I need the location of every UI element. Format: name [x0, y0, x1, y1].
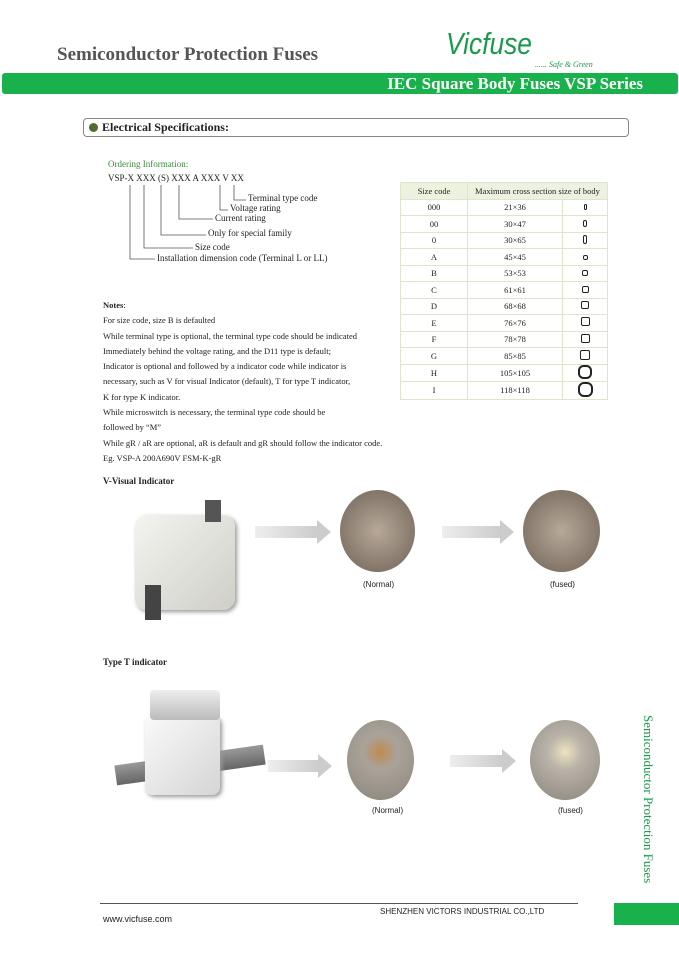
fused-indicator-image	[523, 490, 600, 572]
dimension-cell: 30×47	[468, 216, 563, 233]
header-cross-section: Maximum cross section size of body	[468, 183, 608, 200]
shape-cell	[563, 331, 608, 348]
size-table	[400, 182, 608, 400]
footer-green-block	[614, 903, 679, 925]
label-special-family: Only for special family	[208, 228, 292, 238]
cross-section-icon	[581, 317, 590, 326]
note-line: Eg. VSP-A 200A690V FSM-K-gR	[103, 452, 222, 463]
cross-section-icon	[582, 270, 588, 276]
notes: Notes: For size code, size B is defaulted While terminal type is optional, the terminal type code should be indicated Immediately behind the voltage rating, and the D11 type is default; Indicator is optional and followed by a indicator code while indicator is necessary, such as V for visual Indicator (default), T for type T indicator, K for type K indicator. While microswitch is necessary, the terminal type code should be followed by “M” While gR / aR are optional, aR is default and gR should follow the indicator code. Eg. VSP-A 200A690V FSM-K-gR	[103, 298, 382, 466]
shape-cell	[563, 249, 608, 266]
table-row	[401, 331, 608, 348]
label-installation: Installation dimension code (Terminal L or LL)	[157, 253, 328, 263]
normal-indicator-image	[340, 490, 415, 572]
table-row	[401, 381, 608, 399]
cross-section-icon	[583, 235, 587, 244]
cross-section-icon	[583, 255, 588, 260]
dimension-cell: 105×105	[468, 364, 563, 381]
shape-cell	[563, 348, 608, 365]
header-size-code: Size code	[401, 183, 468, 200]
caption-fused: (fused)	[550, 580, 575, 589]
note-line: While gR / aR are optional, aR is default and gR should follow the indicator code.	[103, 437, 383, 448]
dimension-cell: 21×36	[468, 199, 563, 216]
shape-cell	[563, 232, 608, 249]
size-code-cell: C	[401, 282, 468, 299]
arrow-icon	[255, 526, 317, 538]
cross-section-icon	[584, 204, 587, 210]
size-code-cell: 000	[401, 199, 468, 216]
size-code-cell: 0	[401, 232, 468, 249]
size-code-cell: F	[401, 331, 468, 348]
label-current: Current rating	[215, 213, 266, 223]
table-row	[401, 315, 608, 332]
caption-normal: (Normal)	[372, 806, 404, 815]
fused-type-t-image	[530, 720, 600, 800]
note-line: For size code, size B is defaulted	[103, 315, 216, 326]
cross-section-icon	[580, 350, 590, 360]
table-row	[401, 199, 608, 216]
table-row	[401, 265, 608, 282]
shape-cell	[563, 265, 608, 282]
shape-cell	[563, 381, 608, 399]
fuse-terminal	[145, 585, 161, 620]
shape-cell	[563, 199, 608, 216]
footer-divider	[100, 903, 578, 904]
size-code-cell: E	[401, 315, 468, 332]
table-row	[401, 249, 608, 266]
dimension-cell: 61×61	[468, 282, 563, 299]
label-voltage: Voltage rating	[230, 203, 281, 213]
side-title: Semiconductor Protection Fuses	[641, 715, 656, 884]
shape-cell	[563, 315, 608, 332]
dimension-cell: 85×85	[468, 348, 563, 365]
fuse-terminal	[205, 500, 221, 522]
note-line: While terminal type is optional, the terminal type code should be indicated	[103, 330, 357, 341]
size-code-cell: A	[401, 249, 468, 266]
cross-section-icon	[578, 365, 592, 379]
cross-section-icon	[578, 382, 593, 397]
logo-tagline: ...... Safe & Green	[535, 60, 593, 69]
dimension-cell: 118×118	[468, 381, 563, 399]
table-row	[401, 348, 608, 365]
dimension-cell: 68×68	[468, 298, 563, 315]
size-code-cell: H	[401, 364, 468, 381]
dimension-cell: 78×78	[468, 331, 563, 348]
caption-fused: (fused)	[558, 806, 583, 815]
cross-section-icon	[581, 334, 590, 343]
note-line: Indicator is optional and followed by a indicator code while indicator is	[103, 361, 347, 372]
label-terminal-type: Terminal type code	[248, 193, 318, 203]
label-size-code: Size code	[195, 242, 230, 252]
website-link[interactable]: www.vicfuse.com	[103, 914, 173, 924]
cross-section-icon	[581, 301, 589, 309]
logo: Vicfuse	[446, 26, 532, 61]
shape-cell	[563, 282, 608, 299]
type-t-indicator-part	[150, 690, 220, 720]
fuse-image-type-t	[145, 715, 220, 795]
note-line: necessary, such as V for visual Indicator (default), T for type T indicator,	[103, 376, 351, 387]
shape-cell	[563, 298, 608, 315]
note-line: followed by “M”	[103, 422, 162, 433]
dimension-cell: 53×53	[468, 265, 563, 282]
table-row	[401, 364, 608, 381]
cross-section-icon	[582, 286, 589, 293]
size-code-cell: I	[401, 381, 468, 399]
note-line: K for type K indicator.	[103, 391, 181, 402]
arrow-icon	[450, 755, 502, 767]
table-row	[401, 232, 608, 249]
table-row	[401, 298, 608, 315]
notes-heading: Notes	[103, 300, 124, 310]
note-line: While microswitch is necessary, the terminal type code should be	[103, 407, 326, 418]
section-title: Electrical Specifications:	[102, 120, 229, 134]
page-title: Semiconductor Protection Fuses	[57, 44, 319, 65]
table-row	[401, 282, 608, 299]
dimension-cell: 30×65	[468, 232, 563, 249]
type-t-title: Type T indicator	[103, 657, 168, 667]
normal-type-t-image	[347, 720, 414, 800]
shape-cell	[563, 364, 608, 381]
cross-section-icon	[583, 220, 587, 227]
dimension-cell: 76×76	[468, 315, 563, 332]
dimension-cell: 45×45	[468, 249, 563, 266]
arrow-icon	[268, 760, 318, 772]
size-code-cell: G	[401, 348, 468, 365]
arrow-icon	[442, 526, 500, 538]
company-name: SHENZHEN VICTORS INDUSTRIAL CO.,LTD	[380, 907, 545, 916]
table-row	[401, 216, 608, 233]
shape-cell	[563, 216, 608, 233]
size-code-cell: B	[401, 265, 468, 282]
series-title: IEC Square Body Fuses VSP Series	[387, 74, 643, 93]
ordering-heading: Ordering Information:	[108, 159, 189, 169]
size-code-cell: 00	[401, 216, 468, 233]
ordering-diagram-lines	[0, 0, 400, 270]
note-line: Immediately behind the voltage rating, and the D11 type is default;	[103, 345, 331, 356]
caption-normal: (Normal)	[363, 580, 395, 589]
visual-indicator-title: V-Visual Indicator	[103, 476, 175, 486]
size-code-cell: D	[401, 298, 468, 315]
ordering-code: VSP-X XXX (S) XXX A XXX V XX	[108, 173, 244, 183]
